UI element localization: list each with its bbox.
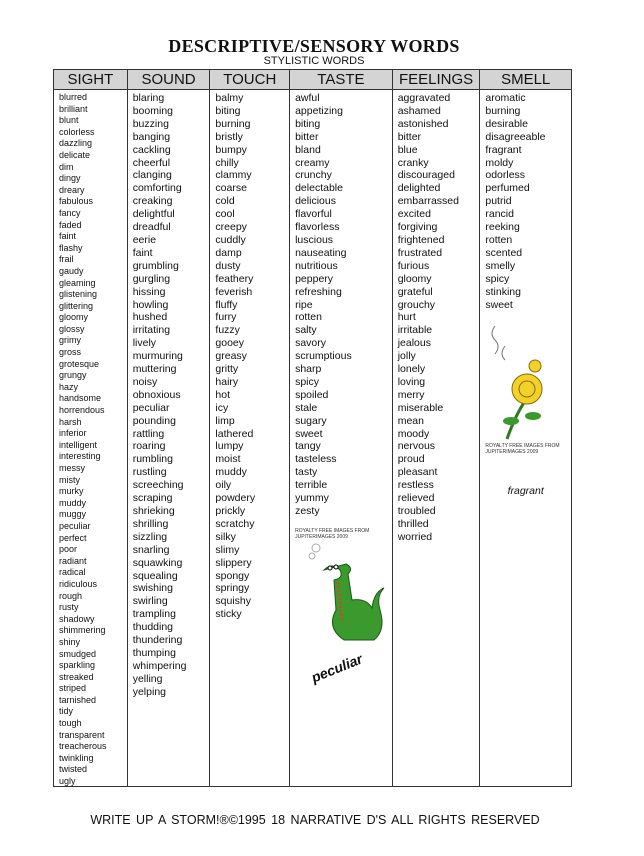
word-item: gleaming <box>59 277 96 288</box>
word-item: lathered <box>215 427 254 440</box>
word-item: sugary <box>295 414 327 427</box>
word-item: frail <box>59 254 74 265</box>
word-item: cold <box>215 195 235 208</box>
word-item: murky <box>59 486 84 497</box>
column-header: SOUND <box>128 70 210 90</box>
word-item: gross <box>59 347 82 358</box>
word-item: intelligent <box>59 439 98 450</box>
word-item: stale <box>295 401 318 414</box>
word-item: muddy <box>215 466 247 479</box>
word-item: fragrant <box>485 143 522 156</box>
word-item: grouchy <box>397 298 436 311</box>
word-item: faint <box>132 246 153 259</box>
column-taste <box>290 70 393 786</box>
word-item: perfect <box>59 532 87 543</box>
word-item: fluffy <box>215 298 238 311</box>
word-item: booming <box>132 104 173 117</box>
word-item: harsh <box>59 416 82 427</box>
word-item: brilliant <box>59 103 88 114</box>
word-item: thumping <box>132 646 176 659</box>
word-item: muddy <box>59 497 87 508</box>
rose-icon <box>485 321 555 441</box>
word-item: spicy <box>485 272 510 285</box>
word-item: pleasant <box>397 466 438 479</box>
page-title: DESCRIPTIVE/SENSORY WORDS <box>168 36 460 56</box>
word-item: hurt <box>397 311 416 324</box>
word-item: forgiving <box>397 221 438 234</box>
word-item: miserable <box>397 401 444 414</box>
word-item: squawking <box>132 556 183 569</box>
word-item: squealing <box>132 569 178 582</box>
word-item: muttering <box>132 363 177 376</box>
word-item: cuddly <box>215 233 246 246</box>
word-item: relieved <box>397 492 435 505</box>
word-item: sweet <box>295 427 323 440</box>
column-header: FEELINGS <box>393 70 480 90</box>
word-item: swirling <box>132 595 168 608</box>
word-item: treacherous <box>59 741 107 752</box>
word-item: hissing <box>132 285 166 298</box>
word-item: shimmering <box>59 625 106 636</box>
word-item: astonished <box>397 117 449 130</box>
word-item: blaring <box>132 92 165 104</box>
word-item: snarling <box>132 543 170 556</box>
word-item: desirable <box>485 117 528 130</box>
word-item: sharp <box>295 363 322 376</box>
word-item: burning <box>215 117 251 130</box>
word-item: striped <box>59 683 87 694</box>
word-item: cheerful <box>132 156 171 169</box>
word-item: nutritious <box>295 259 338 272</box>
word-item: grateful <box>397 285 433 298</box>
word-item: stinking <box>485 285 521 298</box>
word-item: messy <box>59 463 86 473</box>
word-item: lively <box>132 337 157 350</box>
word-item: creamy <box>295 156 330 169</box>
word-item: proud <box>397 453 425 466</box>
word-item: twisted <box>59 764 88 775</box>
word-item: luscious <box>295 233 334 246</box>
word-item: whimpering <box>132 659 187 672</box>
word-item: tasteless <box>295 453 337 466</box>
word-item: mean <box>397 414 424 427</box>
word-item: creaking <box>132 195 173 208</box>
column-sight <box>54 70 128 786</box>
word-item: slimy <box>215 543 240 556</box>
word-item: hazy <box>59 381 79 392</box>
word-item: rough <box>59 590 83 601</box>
word-item: rotten <box>295 311 322 324</box>
word-item: delightful <box>132 208 175 221</box>
word-item: smudged <box>59 648 97 659</box>
column-header: SIGHT <box>54 70 127 90</box>
word-item: spoiled <box>295 388 329 401</box>
word-item: hairy <box>215 375 239 388</box>
word-item: cackling <box>132 143 171 156</box>
word-item: glistening <box>59 289 98 300</box>
word-item: frightened <box>397 233 445 246</box>
word-item: gooey <box>215 337 245 350</box>
word-item: glossy <box>59 323 85 334</box>
word-item: delicate <box>59 149 91 160</box>
page-footer: WRITE UP A STORM!®©1995 18 NARRATIVE D'S ALL RIGHTS RESERVED <box>90 813 540 827</box>
word-item: clammy <box>215 169 252 182</box>
word-item: balmy <box>215 92 244 104</box>
word-item: smelly <box>485 259 516 272</box>
word-item: grumbling <box>132 259 179 272</box>
word-item: faded <box>59 219 82 230</box>
word-item: peculiar <box>132 401 170 414</box>
word-item: grotesque <box>59 358 100 369</box>
word-item: squishy <box>215 595 252 608</box>
word-item: yelling <box>132 672 163 685</box>
word-item: sparkling <box>59 660 96 671</box>
word-item: scented <box>485 246 523 259</box>
word-item: comforting <box>132 182 182 195</box>
word-item: peppery <box>295 272 334 285</box>
word-item: creepy <box>215 221 247 234</box>
column-header: SMELL <box>480 70 571 90</box>
word-item: obnoxious <box>132 388 181 401</box>
word-item: thudding <box>132 621 174 634</box>
word-item: limp <box>215 414 235 427</box>
word-item: gaudy <box>59 265 84 276</box>
word-item: nervous <box>397 440 436 453</box>
word-item: excited <box>397 208 431 221</box>
word-item: spicy <box>295 375 320 388</box>
word-item: crunchy <box>295 169 332 182</box>
word-item: feathery <box>215 272 254 285</box>
word-item: ripe <box>295 298 313 311</box>
word-item: chilly <box>215 156 239 169</box>
word-item: banging <box>132 130 171 143</box>
word-item: colorless <box>59 126 95 137</box>
word-item: yelping <box>132 685 166 698</box>
word-item: scraping <box>132 492 173 505</box>
column-header: TASTE <box>290 70 392 90</box>
word-item: nauseating <box>295 246 347 259</box>
word-item: restless <box>397 479 434 492</box>
word-item: salty <box>295 324 317 337</box>
word-item: dreary <box>59 184 85 195</box>
word-item: bitter <box>295 130 319 143</box>
word-item: awful <box>295 92 320 104</box>
word-item: rumbling <box>132 453 173 466</box>
word-item: sweet <box>485 298 513 311</box>
word-item: prickly <box>215 505 246 517</box>
word-item: sticky <box>215 608 242 621</box>
word-item: roaring <box>132 440 166 453</box>
word-item: glittering <box>59 300 94 311</box>
word-item: bristly <box>215 130 243 143</box>
word-item: interesting <box>59 451 101 462</box>
word-item: tarnished <box>59 694 97 705</box>
word-item: tough <box>59 718 82 729</box>
word-item: slippery <box>215 556 252 569</box>
word-item: furious <box>397 259 430 272</box>
word-item: damp <box>215 246 242 259</box>
page-subtitle: STYLISTIC WORDS <box>263 55 365 67</box>
word-item: rancid <box>485 208 514 221</box>
word-item: dim <box>59 161 74 172</box>
word-item: radical <box>59 567 86 578</box>
word-item: perfumed <box>485 182 530 195</box>
word-item: eerie <box>132 233 157 246</box>
word-item: grungy <box>59 370 87 381</box>
word-item: tasty <box>295 466 318 479</box>
word-table <box>53 69 572 787</box>
word-item: misty <box>59 474 80 485</box>
word-item: gloomy <box>59 312 89 323</box>
word-item: rattling <box>132 427 165 440</box>
word-item: disagreeable <box>485 130 546 143</box>
dinosaur-icon <box>302 542 392 652</box>
word-item: flavorful <box>295 208 332 221</box>
word-item: shrilling <box>132 517 169 530</box>
word-item: icy <box>215 401 229 414</box>
word-item: lonely <box>397 363 426 376</box>
word-item: loving <box>397 375 426 388</box>
word-item: aromatic <box>485 92 526 104</box>
word-item: poor <box>59 544 78 555</box>
word-item: ugly <box>59 776 76 787</box>
word-item: buzzing <box>132 117 169 130</box>
word-item: lumpy <box>215 440 244 453</box>
word-item: frustrated <box>397 246 443 259</box>
word-item: blunt <box>59 115 79 126</box>
word-item: tidy <box>59 706 74 717</box>
word-item: ashamed <box>397 104 441 117</box>
word-item: irritable <box>397 324 433 337</box>
word-item: bland <box>295 143 321 156</box>
word-item: refreshing <box>295 285 342 298</box>
word-item: rotten <box>485 233 513 246</box>
word-item: greasy <box>215 350 247 363</box>
word-item: clanging <box>132 169 172 182</box>
word-item: pounding <box>132 414 176 427</box>
word-item: trampling <box>132 608 176 621</box>
word-item: furry <box>215 311 237 324</box>
word-item: gritty <box>215 363 239 376</box>
word-item: zesty <box>295 505 320 517</box>
word-item: discouraged <box>397 169 455 182</box>
word-item: springy <box>215 582 250 595</box>
image-caption: fragrant <box>507 485 544 498</box>
word-item: moody <box>397 427 430 440</box>
word-item: rusty <box>59 602 79 613</box>
word-item: peculiar <box>59 520 91 531</box>
word-item: burning <box>485 104 521 117</box>
word-item: twinkling <box>59 752 94 763</box>
word-item: muggy <box>59 509 87 520</box>
word-item: shiny <box>59 636 81 647</box>
word-item: horrendous <box>59 405 105 416</box>
column-touch <box>210 70 290 786</box>
word-item: terrible <box>295 479 328 492</box>
word-item: thundering <box>132 634 183 647</box>
word-item: cranky <box>397 156 429 169</box>
word-item: hot <box>215 388 231 401</box>
word-item: fabulous <box>59 196 94 207</box>
column-smell <box>480 70 571 786</box>
word-item: shrieking <box>132 505 175 517</box>
word-item: jealous <box>397 337 431 350</box>
word-item: murmuring <box>132 350 183 363</box>
word-item: radiant <box>59 555 87 566</box>
word-item: savory <box>295 337 327 350</box>
word-item: blue <box>397 143 418 156</box>
word-item: coarse <box>215 182 247 195</box>
word-item: cool <box>215 208 235 221</box>
word-item: scratchy <box>215 517 255 530</box>
word-item: rustling <box>132 466 167 479</box>
word-item: aggravated <box>397 92 451 104</box>
word-item: shadowy <box>59 613 95 624</box>
dinosaur-illustration <box>290 540 392 690</box>
word-item: streaked <box>59 671 94 682</box>
word-item: putrid <box>485 195 512 208</box>
word-item: embarrassed <box>397 195 459 208</box>
word-item: appetizing <box>295 104 343 117</box>
word-item: feverish <box>215 285 253 298</box>
word-item: grimy <box>59 335 81 346</box>
word-item: silky <box>215 530 236 543</box>
word-item: yummy <box>295 492 329 505</box>
word-item: reeking <box>485 221 520 234</box>
word-item: moldy <box>485 156 514 169</box>
column-sound <box>128 70 211 786</box>
word-item: screeching <box>132 479 184 492</box>
word-item: fuzzy <box>215 324 240 337</box>
word-item: powdery <box>215 492 256 505</box>
word-item: transparent <box>59 729 105 740</box>
word-item: scrumptious <box>295 350 352 363</box>
word-item: dreadful <box>132 221 171 234</box>
word-item: dazzling <box>59 138 93 149</box>
word-item: flavorless <box>295 221 340 234</box>
word-item: noisy <box>132 375 158 388</box>
word-item: delicious <box>295 195 336 208</box>
word-item: worried <box>397 530 433 543</box>
word-item: swishing <box>132 582 173 595</box>
word-item: bumpy <box>215 143 247 156</box>
word-item: flashy <box>59 242 83 253</box>
word-item: tangy <box>295 440 321 453</box>
word-item: dusty <box>215 259 241 272</box>
image-credit: ROYALTY FREE IMAGES FROM JUPITERIMAGES 2009 <box>485 443 560 456</box>
word-item: troubled <box>397 505 436 517</box>
word-item: thrilled <box>397 517 429 530</box>
word-item: inferior <box>59 428 87 439</box>
column-feelings <box>393 70 481 786</box>
word-item: merry <box>397 388 425 401</box>
word-item: gurgling <box>132 272 171 285</box>
word-item: ridiculous <box>59 578 98 589</box>
word-item: spongy <box>215 569 250 582</box>
word-item: odorless <box>485 169 526 182</box>
word-item: dingy <box>59 173 81 184</box>
word-item: oily <box>215 479 232 492</box>
word-item: handsome <box>59 393 102 404</box>
word-item: moist <box>215 453 241 466</box>
word-item: biting <box>215 104 241 117</box>
word-item: hushed <box>132 311 168 324</box>
word-item: irritating <box>132 324 171 337</box>
word-item: blurred <box>59 92 88 102</box>
word-item: faint <box>59 231 77 242</box>
word-item: delectable <box>295 182 343 195</box>
image-caption: peculiar <box>309 650 365 686</box>
word-item: sizzling <box>132 530 168 543</box>
word-item: delighted <box>397 182 441 195</box>
word-item: howling <box>132 298 169 311</box>
word-item: biting <box>295 117 321 130</box>
word-item: gloomy <box>397 272 432 285</box>
word-item: bitter <box>397 130 422 143</box>
word-item: fancy <box>59 207 81 218</box>
column-header: TOUCH <box>210 70 289 90</box>
word-item: jolly <box>397 350 416 363</box>
image-credit: ROYALTY FREE IMAGES FROM JUPITERIMAGES 2009 <box>295 527 370 540</box>
